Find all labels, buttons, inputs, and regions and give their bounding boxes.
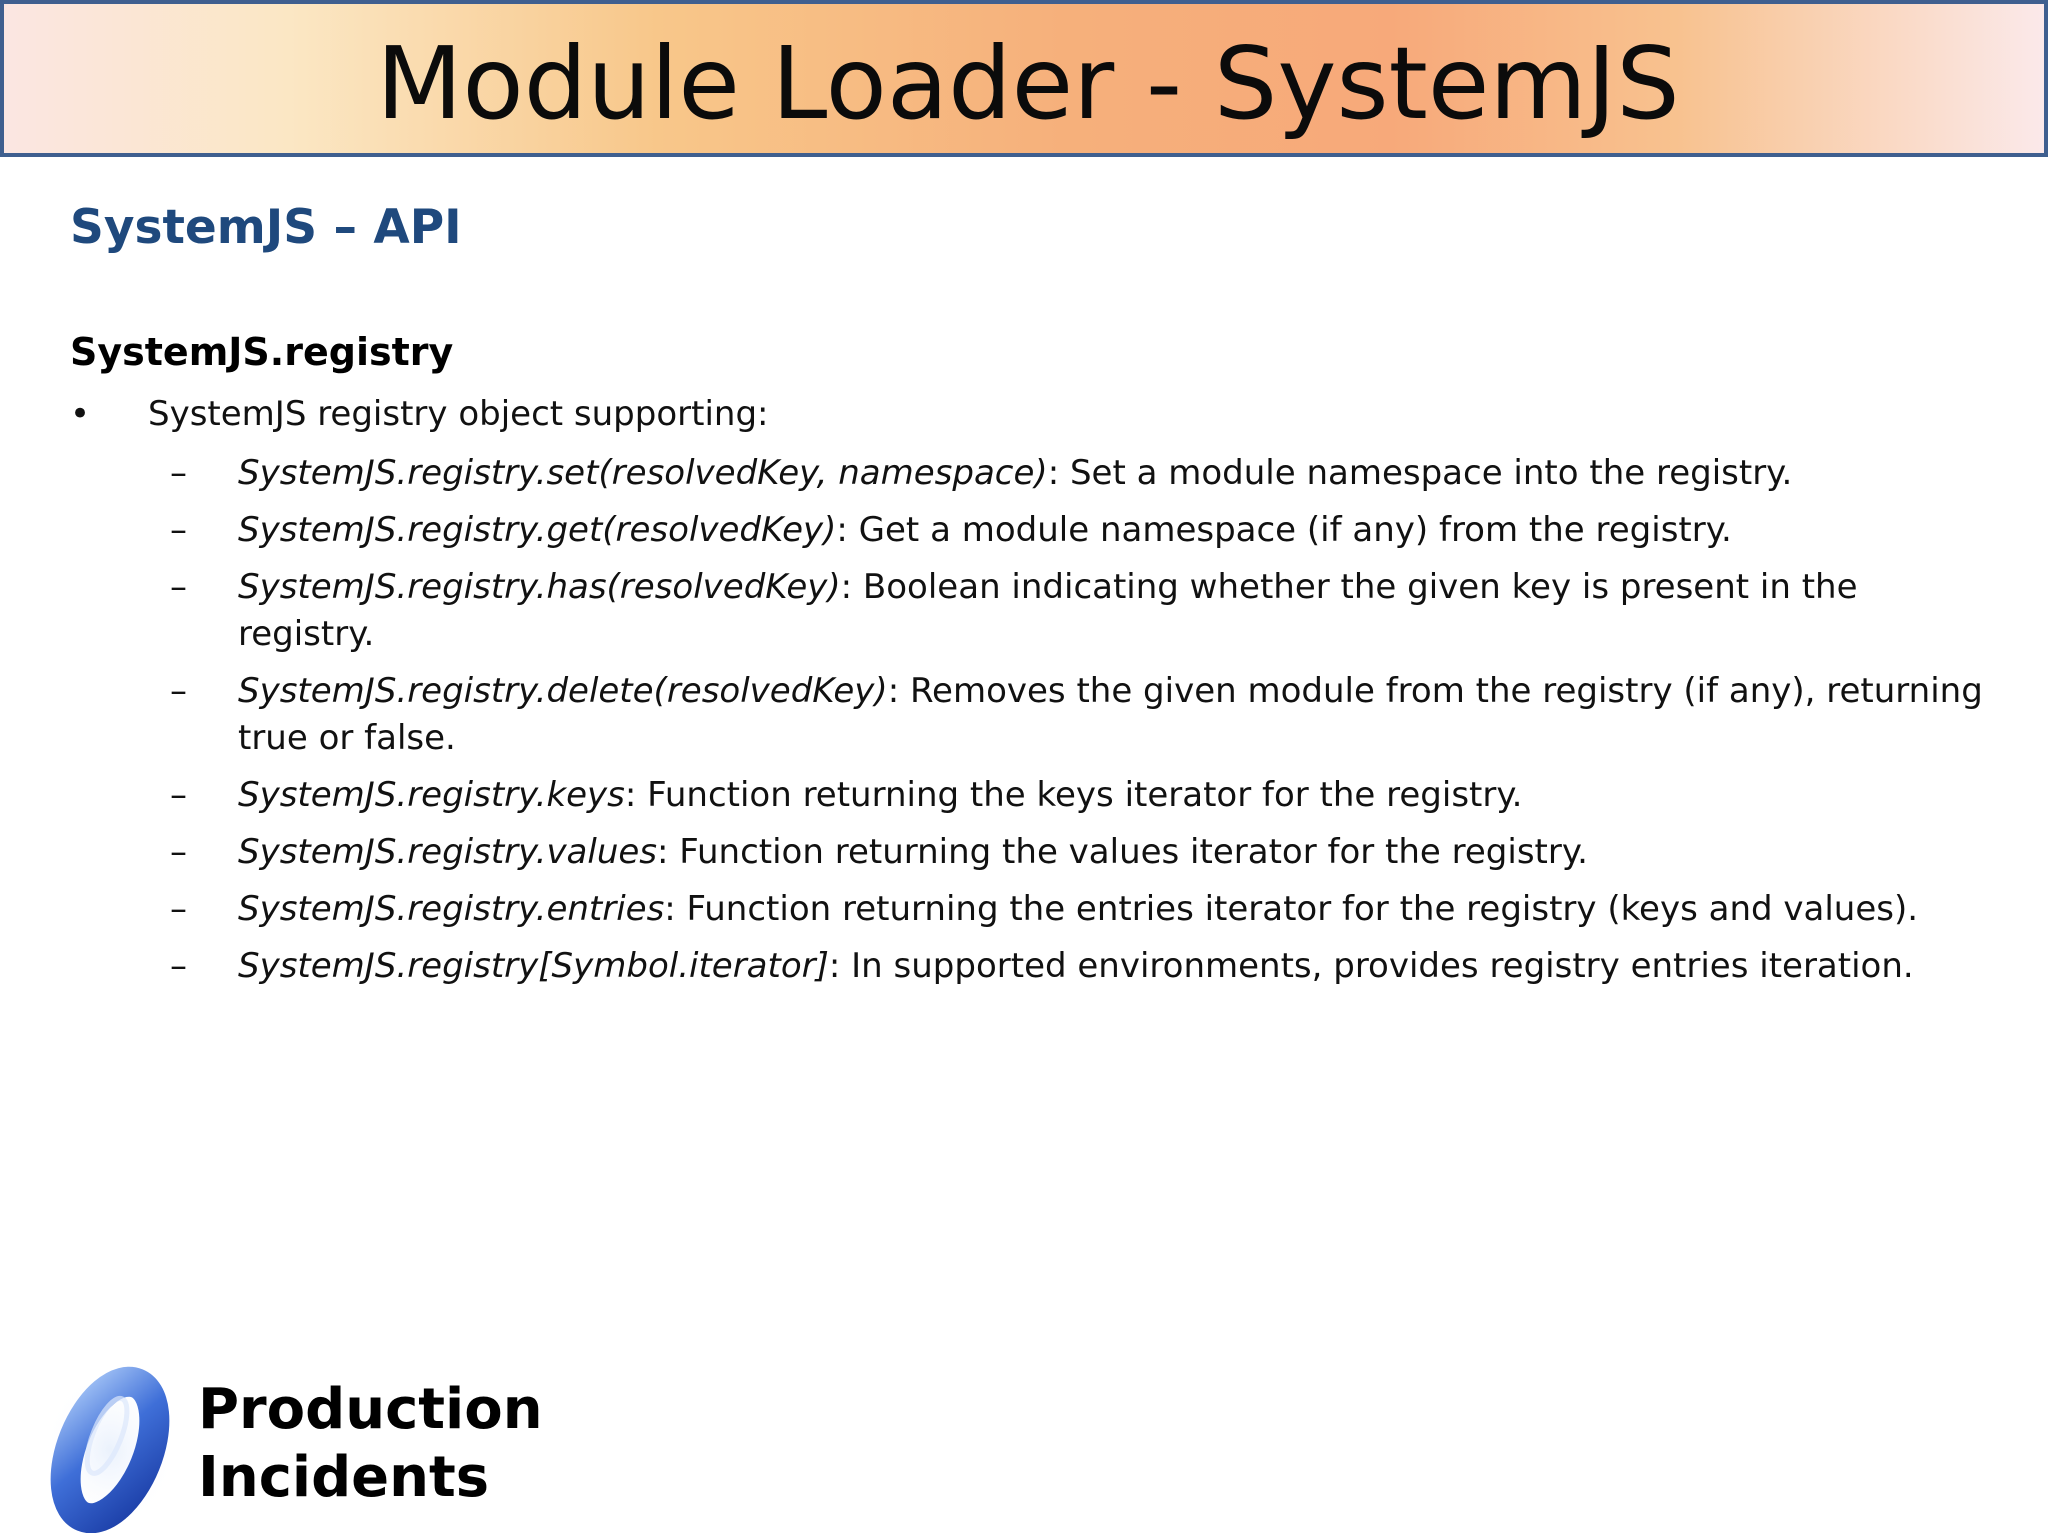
production-incidents-ring-icon — [40, 1358, 180, 1533]
logo-line-2: Incidents — [198, 1445, 490, 1510]
list-item — [170, 564, 2000, 658]
bullet-text: SystemJS registry object supporting: — [148, 394, 769, 434]
list-item — [170, 450, 2000, 497]
api-signature: SystemJS.registry[Symbol.iterator] — [238, 946, 829, 986]
list-item — [170, 943, 2000, 990]
list-item — [170, 507, 2000, 554]
api-description: : Set a module namespace into the registry. — [1047, 453, 1793, 493]
dash-marker: – — [170, 889, 187, 929]
api-description: : Removes the given module from the registry (if any), returning true or false. — [238, 671, 1983, 758]
bullet-dot: • — [70, 394, 91, 434]
slide-title: Module Loader - SystemJS — [376, 25, 1680, 142]
list-item — [170, 772, 2000, 819]
api-description: : In supported environments, provides registry entries iteration. — [828, 946, 1914, 986]
api-signature: SystemJS.registry.get(resolvedKey) — [238, 510, 837, 550]
dash-marker: – — [170, 510, 187, 550]
api-signature: SystemJS.registry.keys — [238, 775, 625, 815]
list-item — [170, 668, 2000, 762]
api-signature: SystemJS.registry.entries — [238, 889, 665, 929]
api-description: : Function returning the entries iterator for the registry (keys and values). — [664, 889, 1919, 929]
api-description: : Function returning the values iterator for the registry. — [657, 832, 1588, 872]
list-item — [170, 829, 2000, 876]
list-item — [170, 886, 2000, 933]
api-signature: SystemJS.registry.set(resolvedKey, namespace) — [238, 453, 1048, 493]
dash-marker: – — [170, 453, 187, 493]
registry-method-list — [170, 450, 2000, 1000]
title-bar — [0, 0, 2048, 157]
api-signature: SystemJS.registry.values — [238, 832, 658, 872]
api-signature: SystemJS.registry.has(resolvedKey) — [238, 567, 841, 607]
api-signature: SystemJS.registry.delete(resolvedKey) — [238, 671, 888, 711]
api-description: : Boolean indicating whether the given key is present in the registry. — [238, 567, 1858, 654]
dash-marker: – — [170, 775, 187, 815]
dash-marker: – — [170, 832, 187, 872]
dash-marker: – — [170, 671, 187, 711]
logo-line-1: Production — [198, 1377, 543, 1442]
slide-subtitle: SystemJS – API — [70, 200, 462, 255]
dash-marker: – — [170, 946, 187, 986]
logo-wordmark — [198, 1376, 543, 1512]
api-description: : Get a module namespace (if any) from the registry. — [836, 510, 1732, 550]
dash-marker: – — [170, 567, 187, 607]
api-description: : Function returning the keys iterator for the registry. — [624, 775, 1523, 815]
section-heading: SystemJS.registry — [70, 330, 454, 374]
